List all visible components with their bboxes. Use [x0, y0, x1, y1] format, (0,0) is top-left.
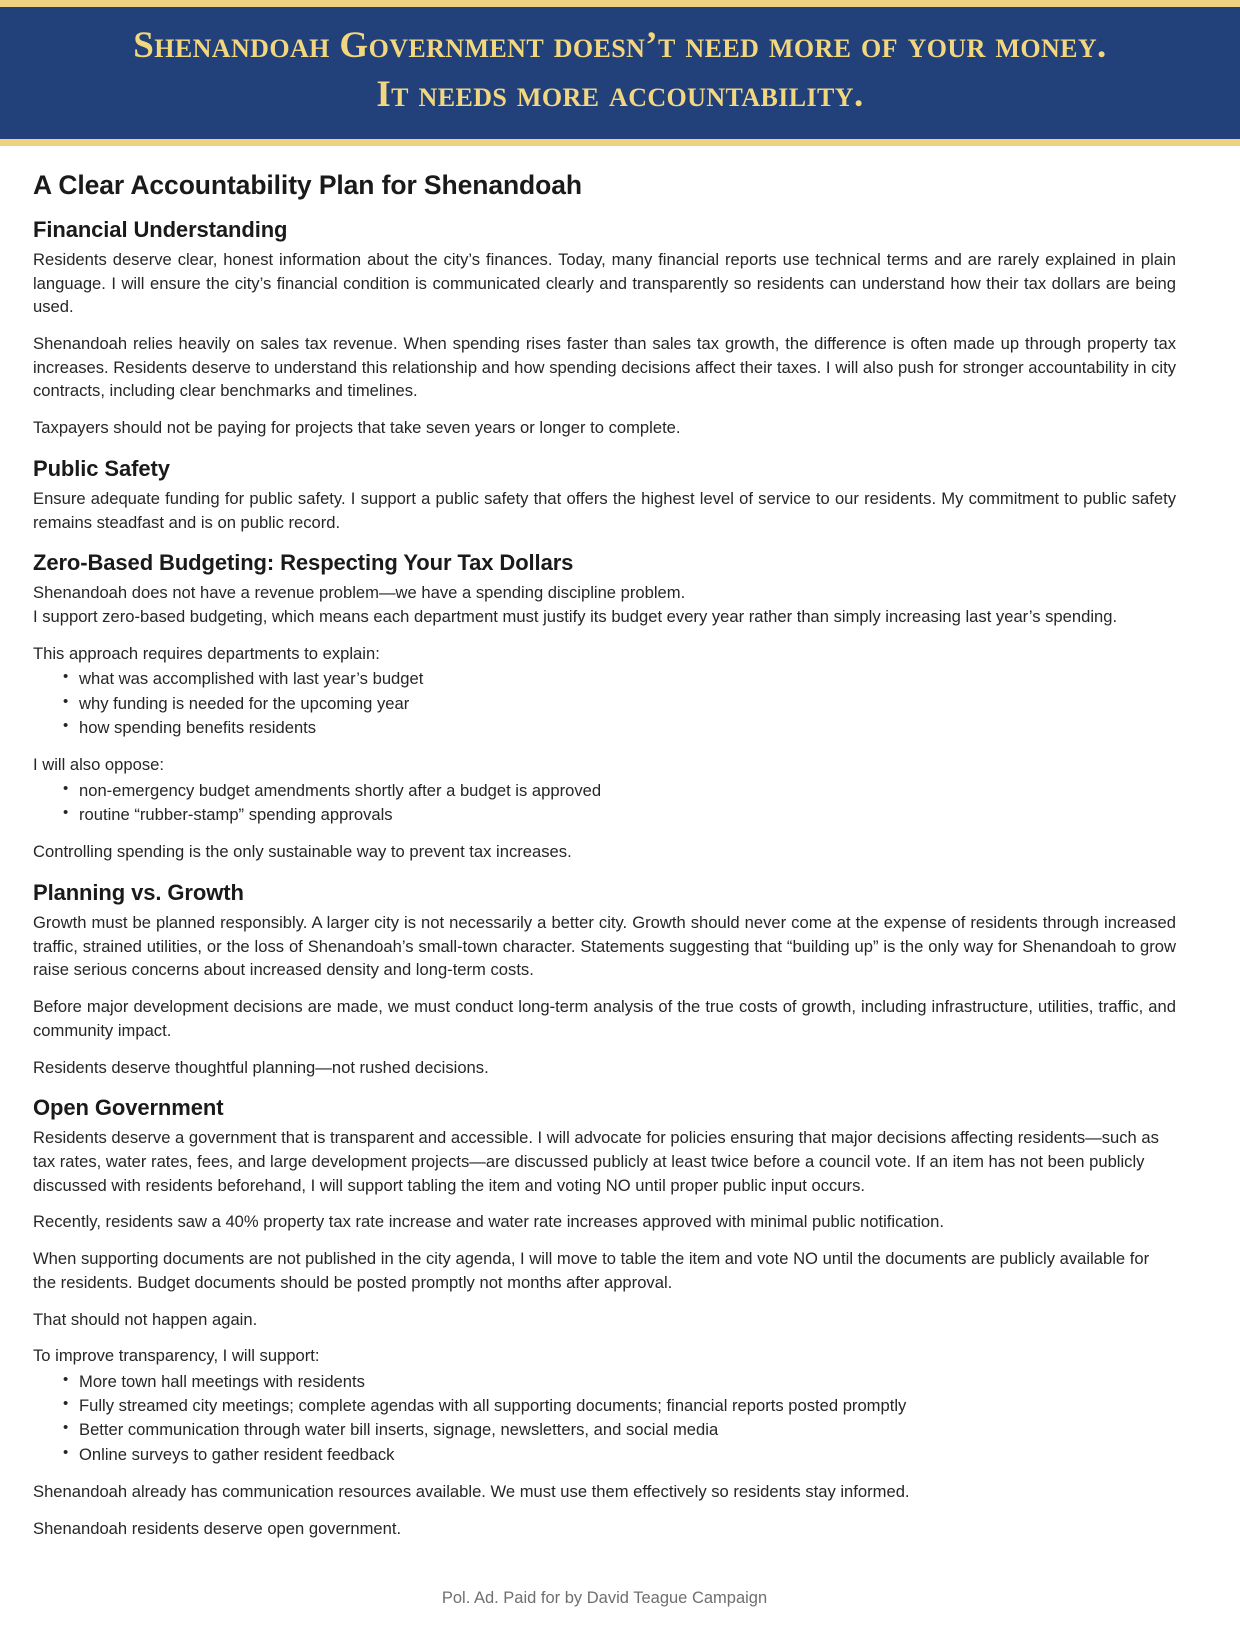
list-transparency-support — [33, 1370, 1176, 1467]
campaign-banner — [0, 0, 1240, 146]
paragraph: Residents deserve a government that is transparent and accessible. I will advocate for policies ensuring that major decisions affecting residents—such as tax rates, water rates, fees, and large development projects—are discussed publicly at least twice before a council vote. If an item has not been publicly discussed with residents beforehand, I will support tabling the item and voting NO until proper public input occurs. — [33, 1128, 1159, 1195]
section-heading-public-safety: Public Safety — [33, 455, 170, 481]
banner-headline-line-1: Shenandoah Government doesn’t need more of your money. — [133, 25, 1107, 66]
paragraph: Residents deserve clear, honest information about the city’s finances. Today, many financial reports use technical terms and are rarely explained in plain language. I will ensure the city’s financial condition is communicated clearly and transparently so residents can understand how their tax dollars are being used. — [33, 249, 1176, 317]
list-lead-in: I will also oppose: — [33, 755, 164, 775]
list-item: • Fully streamed city meetings; complete agendas with all supporting documents; financial reports posted promptly — [63, 1394, 1176, 1418]
list-item: • Online surveys to gather resident feedback — [63, 1443, 1176, 1467]
section-heading-financial-understanding: Financial Understanding — [33, 216, 288, 242]
section-heading-zero-based-budgeting: Zero-Based Budgeting: Respecting Your Tax Dollars — [33, 550, 574, 576]
list-item: • More town hall meetings with residents — [63, 1370, 1176, 1394]
paragraph: When supporting documents are not published in the city agenda, I will move to table the item and vote NO until the documents are publicly available for the residents. Budget documents should be posted promptly not months after approval. — [33, 1249, 1150, 1292]
paragraph: Residents deserve thoughtful planning—not rushed decisions. — [33, 1057, 489, 1077]
paragraph: Shenandoah relies heavily on sales tax revenue. When spending rises faster than sales tax growth, the difference is often made up through property tax increases. Residents deserve to understand this relationship and how spending decisions affect their taxes. I will also push for stronger accountability in city contracts, including clear benchmarks and timelines. — [33, 333, 1176, 401]
document-body — [0, 146, 1240, 1630]
paragraph: Taxpayers should not be paying for projects that take seven years or longer to complete. — [33, 418, 681, 438]
list-item: • routine “rubber-stamp” spending approvals — [63, 803, 1176, 827]
banner-inner — [0, 7, 1240, 139]
list-lead-in: To improve transparency, I will support: — [33, 1346, 320, 1366]
list-lead-in: This approach requires departments to explain: — [33, 643, 380, 663]
paragraph: Shenandoah does not have a revenue problem—we have a spending discipline problem. — [33, 583, 686, 603]
section-heading-open-government: Open Government — [33, 1095, 224, 1121]
paragraph: Shenandoah residents deserve open government. — [33, 1518, 402, 1538]
paragraph: Shenandoah already has communication resources available. We must use them effectively so residents stay informed. — [33, 1481, 910, 1501]
paragraph: Before major development decisions are made, we must conduct long-term analysis of the true costs of growth, including infrastructure, utilities, traffic, and community impact. — [33, 997, 1176, 1040]
list-item: • why funding is needed for the upcoming year — [63, 692, 1176, 716]
list-item: • how spending benefits residents — [63, 716, 1176, 740]
paragraph: Controlling spending is the only sustainable way to prevent tax increases. — [33, 842, 572, 862]
political-ad-disclaimer: Pol. Ad. Paid for by David Teague Campaign — [441, 1589, 768, 1608]
list-oppose-items — [33, 779, 1176, 827]
page-title: A Clear Accountability Plan for Shenandoah — [33, 169, 582, 200]
list-item: • what was accomplished with last year’s budget — [63, 667, 1176, 691]
paragraph: Growth must be planned responsibly. A larger city is not necessarily a better city. Growth should never come at the expense of residents through increased traffic, strained utilities, or the loss of Shenandoah’s small-town character. Statements suggesting that “building up” is the only way for Shenandoah to grow raise serious concerns about increased density and long-term costs. — [33, 912, 1176, 980]
paragraph: Ensure adequate funding for public safety. I support a public safety that offers the highest level of service to our residents. My commitment to public safety remains steadfast and is on public record. — [33, 488, 1176, 532]
list-explain-requirements — [33, 667, 1176, 740]
section-heading-planning-vs-growth: Planning vs. Growth — [33, 879, 244, 905]
banner-headline-line-2: It needs more accountability. — [376, 73, 864, 115]
paragraph: Recently, residents saw a 40% property tax rate increase and water rate increases approved with minimal public notification. — [33, 1212, 944, 1232]
paragraph: I support zero-based budgeting, which means each department must justify its budget every year rather than simply increasing last year’s spending. — [33, 607, 1118, 626]
paragraph: That should not happen again. — [33, 1309, 258, 1329]
list-item: • non-emergency budget amendments shortly after a budget is approved — [63, 779, 1176, 803]
list-item: • Better communication through water bill inserts, signage, newsletters, and social media — [63, 1418, 1176, 1442]
